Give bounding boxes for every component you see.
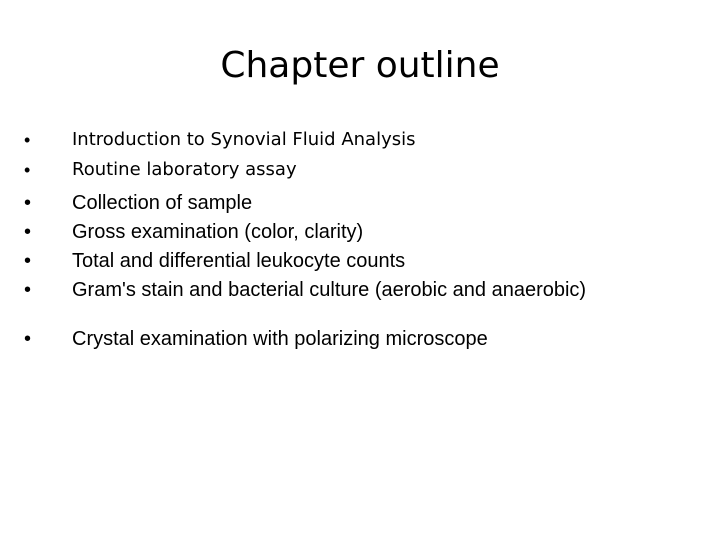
bullet-text: Crystal examination with polarizing microscope (72, 328, 488, 350)
bullet-icon: • (24, 328, 32, 350)
bullet-icon: • (24, 192, 32, 214)
bullet-item-introduction (24, 130, 684, 160)
bullet-item-routine-assay (24, 160, 684, 190)
bullet-text: Introduction to Synovial Fluid Analysis (72, 129, 416, 150)
bullet-list (24, 130, 684, 358)
bullet-item-gross-examination (24, 222, 684, 251)
bullet-item-collection (24, 193, 684, 222)
bullet-text: Collection of sample (72, 192, 253, 214)
bullet-item-crystal-examination (24, 329, 684, 358)
bullet-icon: • (24, 250, 32, 272)
bullet-icon: • (24, 279, 32, 301)
bullet-item-gram-stain (24, 280, 684, 329)
bullet-text: Gram's stain and bacterial culture (aerobic and anaerobic) (72, 279, 587, 301)
bullet-text: Routine laboratory assay (72, 159, 297, 180)
slide-title: Chapter outline (220, 45, 500, 86)
bullet-text: Total and differential leukocyte counts (72, 250, 406, 272)
bullet-icon: • (24, 160, 31, 180)
bullet-icon: • (24, 221, 32, 243)
bullet-item-leukocyte-counts (24, 251, 684, 280)
bullet-text: Gross examination (color, clarity) (72, 221, 364, 243)
bullet-icon: • (24, 130, 31, 150)
